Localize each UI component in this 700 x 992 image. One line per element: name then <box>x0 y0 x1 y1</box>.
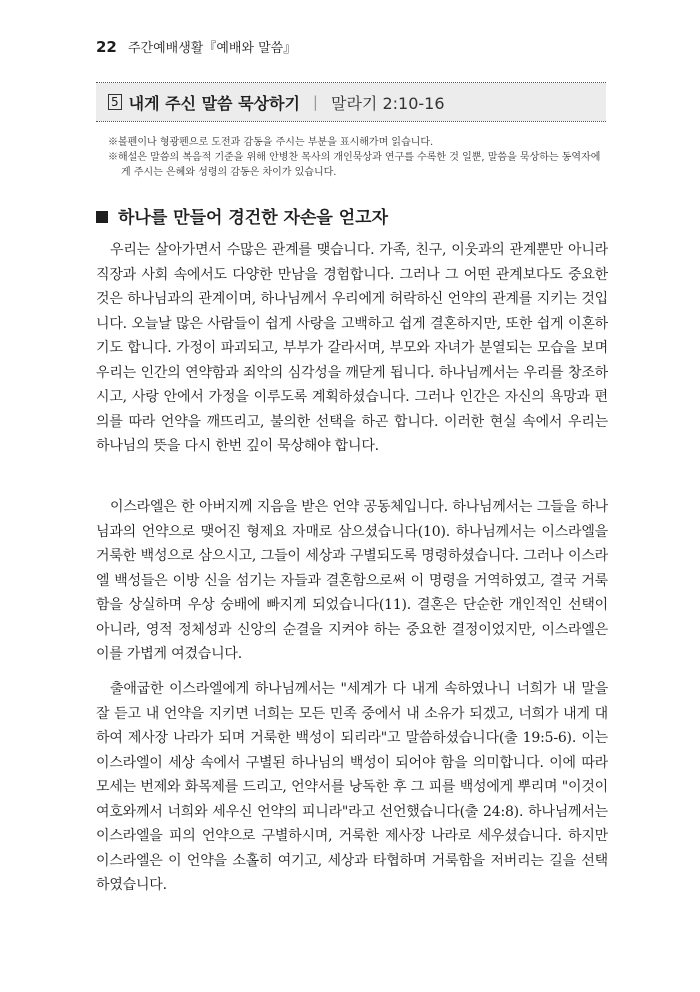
body-paragraph: 출애굽한 이스라엘에게 하나님께서는 "세계가 다 내게 속하였나니 너희가 내 말을 잘 듣고 내 언약을 지키면 너희는 모든 민족 중에서 내 소유가 되겠고, 너희가 내게 대하여 제사장 나라가 되며 거룩한 백성이 되리라"고 말씀하셨습니다(출 19:5-6). 이는 이스라엘이 세상 속에서 구별된 하나님의 백성이 되어야 함을 의미합니다. 이에 따라 모세는 번제와 화목제를 드리고, 언약서를 낭독한 후 그 피를 백성에게 뿌리며 "이것이 여호와께서 너희와 세우신 언약의 피니라"라고 선언했습니다(출 24:8). 하나님께서는 이스라엘을 피의 언약으로 구별하시며, 거룩한 제사장 나라로 세우셨습니다. 하지만 이스라엘은 이 언약을 소홀히 여기고, 세상과 타협하며 거룩함을 저버리는 길을 선택하였습니다. <box>96 681 608 893</box>
section-banner <box>96 83 606 121</box>
publication-title: 주간예배생활『예배와 말씀』 <box>127 41 297 56</box>
note-line: ※볼펜이나 형광펜으로 도전과 감동을 주시는 부분을 표시해가며 읽습니다. <box>108 137 434 148</box>
body-paragraph: 우리는 살아가면서 수많은 관계를 맺습니다. 가족, 친구, 이웃과의 관계뿐만 아니라 직장과 사회 속에서도 다양한 만남을 경험합니다. 그러나 그 어떤 관계보다도 중요한 것은 하나님과의 관계이며, 하나님께서 우리에게 허락하신 언약의 관계를 지키는 것입니다. 오늘날 많은 사람들이 쉽게 사랑을 고백하고 쉽게 결혼하지만, 또한 쉽게 이혼하기도 합니다. 가정이 파괴되고, 부부가 갈라서며, 부모와 자녀가 분열되는 모습을 보며 우리는 인간의 연약함과 죄악의 심각성을 깨닫게 됩니다. 하나님께서는 우리를 창조하시고, 사랑 안에서 가정을 이루도록 계획하셨습니다. 그러나 인간은 자신의 욕망과 편의를 따라 언약을 깨뜨리고, 불의한 선택을 하곤 합니다. 이러한 현실 속에서 우리는 하나님의 뜻을 다시 한번 깊이 묵상해야 합니다. <box>96 242 608 454</box>
banner-title: 내게 주신 말씀 묵상하기 <box>128 93 300 113</box>
banner-separator: | <box>312 93 318 111</box>
running-header <box>96 37 296 56</box>
square-bullet-icon <box>96 211 108 223</box>
section-heading <box>96 203 388 228</box>
reading-notes <box>108 135 608 180</box>
scripture-reference: 말라기 2:10-16 <box>330 93 445 113</box>
note-line: ※해설은 말씀의 복음적 기준을 위해 안병찬 목사의 개인묵상과 연구를 수록한 것 일뿐, 말씀을 묵상하는 동역자에게 주시는 은혜와 성령의 감동은 차이가 있습니다. <box>108 152 601 178</box>
section-number-box: 5 <box>108 94 122 110</box>
page-number: 22 <box>96 38 117 56</box>
body-paragraph: 이스라엘은 한 아버지께 지음을 받은 언약 공동체입니다. 하나님께서는 그들을 하나님과의 언약으로 맺어진 형제요 자매로 삼으셨습니다(10). 하나님께서는 이스라엘을 거룩한 백성으로 삼으시고, 그들이 세상과 구별되도록 명령하셨습니다. 그러나 이스라엘 백성들은 이방 신을 섬기는 자들과 결혼함으로써 이 명령을 거역하였고, 결국 거룩함을 상실하며 우상 숭배에 빠지게 되었습니다(11). 결혼은 단순한 개인적인 선택이 아니라, 영적 정체성과 신앙의 순결을 지켜야 하는 중요한 결정이었지만, 이스라엘은 이를 가볍게 여겼습니다. <box>96 499 608 662</box>
banner-bottom-divider <box>96 121 606 122</box>
section-heading-text: 하나를 만들어 경건한 자손을 얻고자 <box>118 208 389 228</box>
